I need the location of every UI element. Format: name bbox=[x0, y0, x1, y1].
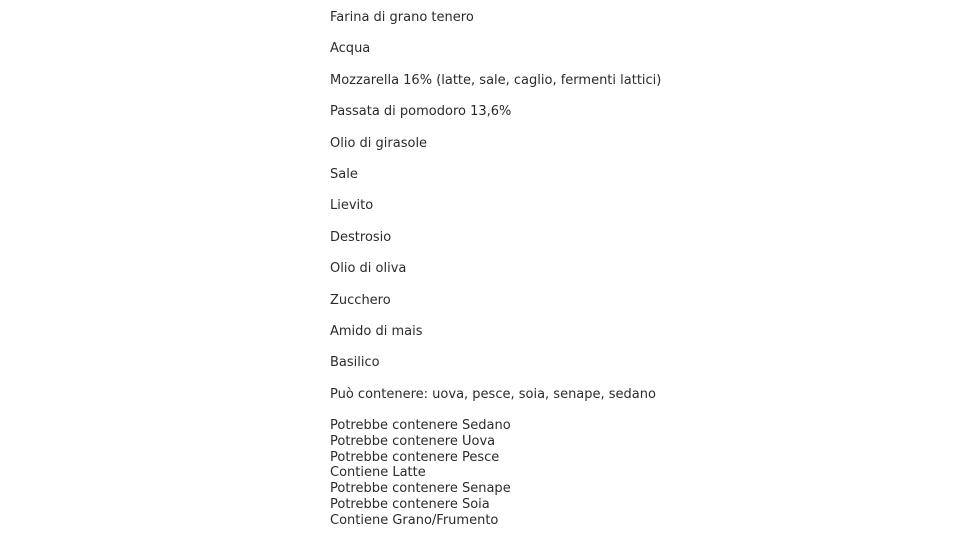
may-contain-note: Può contenere: uova, pesce, soia, senape, sedano bbox=[330, 386, 656, 402]
ingredient-item: Mozzarella 16% (latte, sale, caglio, fermenti lattici) bbox=[330, 72, 662, 88]
ingredient-item: Acqua bbox=[330, 41, 371, 57]
allergen-item: Contiene Grano/Frumento bbox=[330, 512, 499, 528]
allergen-item: Potrebbe contenere Senape bbox=[330, 481, 511, 497]
ingredient-item: Basilico bbox=[330, 355, 380, 371]
ingredient-item: Zucchero bbox=[330, 292, 391, 308]
ingredients-panel bbox=[330, 10, 750, 528]
allergen-item: Potrebbe contenere Sedano bbox=[330, 418, 511, 434]
allergen-list bbox=[330, 418, 750, 528]
ingredient-item: Sale bbox=[330, 166, 358, 182]
ingredient-item: Farina di grano tenero bbox=[330, 10, 474, 25]
ingredient-item: Olio di girasole bbox=[330, 135, 428, 151]
ingredient-item: Lievito bbox=[330, 198, 374, 214]
ingredient-item: Passata di pomodoro 13,6% bbox=[330, 104, 512, 120]
allergen-item: Potrebbe contenere Uova bbox=[330, 433, 496, 449]
allergen-item: Contiene Latte bbox=[330, 465, 426, 481]
ingredient-item: Amido di mais bbox=[330, 323, 423, 339]
ingredient-item: Olio di oliva bbox=[330, 261, 407, 277]
allergen-item: Potrebbe contenere Pesce bbox=[330, 449, 500, 465]
allergen-item: Potrebbe contenere Soia bbox=[330, 496, 490, 512]
ingredient-item: Destrosio bbox=[330, 229, 392, 245]
